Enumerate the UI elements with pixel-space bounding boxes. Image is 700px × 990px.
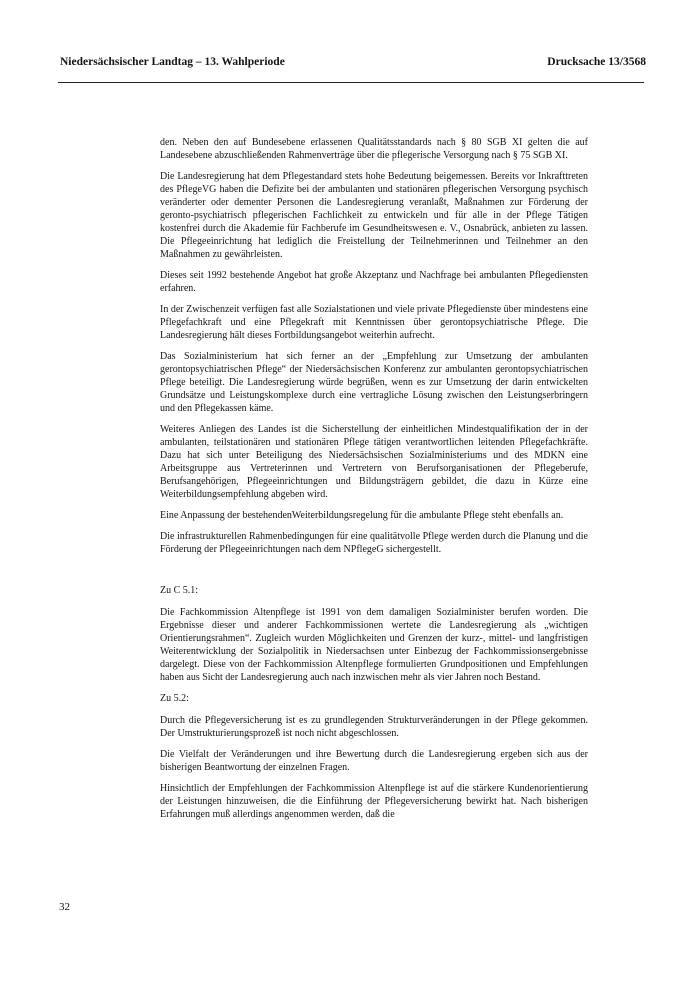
paragraph: Hinsichtlich der Empfehlungen der Fachkommission Altenpflege ist auf die stärkere Kundenorientierung der Leistungen hinzuweisen, die die Einführung der Pflegeversicherung bewirkt hat. Nach bisherigen Erfahrungen muß allerdings angenommen werden, daß die (160, 783, 588, 820)
header-divider (58, 82, 644, 83)
paragraph: Die Landesregierung hat dem Pflegestandard stets hohe Bedeutung beigemessen. Bereits vor Inkrafttreten des PflegeVG haben die Defizite bei der ambulanten und stationären pflegerischen Versorgung psychisch veränderter oder dementer Personen die Landesregierung veranlaßt, Maßnahmen zur Förderung der geronto-psychiatrisch pflegerischen Fachlichkeit zu entwickeln und für alle in der Pflege Tätigen kostenfrei durch die Akademie für Fachberufe im Gesundheitswesen e. V., Osnabrück, anbieten zu lassen. Die Pflegeeinrichtung hat lediglich die Freistellung der Teilnehmerinnen und Teilnehmer an den Maßnahmen zu gewährleisten. (160, 171, 588, 260)
running-header-document-number: Drucksache 13/3568 (547, 56, 646, 68)
page-number: 32 (59, 901, 70, 913)
paragraph: Durch die Pflegeversicherung ist es zu grundlegenden Strukturveränderungen in der Pflege gekommen. Der Umstrukturierungsprozeß ist noch nicht abgeschlossen. (160, 715, 588, 739)
body-text (160, 136, 588, 829)
paragraph: Die infrastrukturellen Rahmenbedingungen für eine qualitätvolle Pflege werden durch die Planung und die Förderung der Pflegeeinrichtungen nach dem NPflegeG sichergestellt. (160, 531, 588, 555)
paragraph: Weiteres Anliegen des Landes ist die Sicherstellung der einheitlichen Mindestqualifikation der in der ambulanten, teilstationären und stationären Pflege tätigen verantwortlichen leitenden Pflegefachkräfte. Dazu hat sich unter Beteiligung des Niedersächsischen Sozialministeriums und des MDKN eine Arbeitsgruppe aus Vertreterinnen und Vertretern von Berufsorganisationen der Pflegeberufe, Berufsangehörigen, Pflegeeinrichtungen und Bildungsträgern gebildet, die dazu in Kürze eine Weiterbildungsempfehlung abgeben wird. (160, 424, 588, 500)
section-heading: Zu C 5.1: (160, 585, 199, 596)
paragraph: den. Neben den auf Bundesebene erlassenen Qualitätsstandards nach § 80 SGB XI gelten die auf Landesebene abzuschließenden Rahmenverträge über die pflegerische Versorgung nach § 75 SGB XI. (160, 137, 588, 161)
paragraph: Die Fachkommission Altenpflege ist 1991 von dem damaligen Sozialminister berufen worden. Die Ergebnisse dieser und anderer Fachkommissionen wertete die Landesregierung als „wichtigen Orientierungsrahmen“. Zugleich wurden Möglichkeiten und Grenzen der kurz-, mittel- und langfristigen Weiterentwicklung der Sozialpolitik in Niedersachsen unter Einbezug der Fachkommissionsergebnisse dargelegt. Diese von der Fachkommission Altenpflege formulierten Grundpositionen und Empfehlungen haben aus Sicht der Landesregierung auch nach inzwischen mehr als vier Jahren noch Bestand. (160, 607, 588, 683)
paragraph: Dieses seit 1992 bestehende Angebot hat große Akzeptanz und Nachfrage bei ambulanten Pflegediensten erfahren. (160, 270, 588, 294)
section-heading: Zu 5.2: (160, 693, 189, 704)
paragraph: Die Vielfalt der Veränderungen und ihre Bewertung durch die Landesregierung ergeben sich aus der bisherigen Beantwortung der einzelnen Fragen. (160, 749, 588, 773)
paragraph: Eine Anpassung der bestehendenWeiterbildungsregelung für die ambulante Pflege steht ebenfalls an. (160, 510, 564, 521)
running-header-title: Niedersächsischer Landtag – 13. Wahlperiode (60, 56, 285, 68)
paragraph: Das Sozialministerium hat sich ferner an der „Empfehlung zur Umsetzung der ambulanten gerontopsychiatrischen Pflege“ der Niedersächsischen Konferenz zur ambulanten gerontopsychiatrischen Pflege beteiligt. Die Landesregierung würde begrüßen, wenn es zur Umsetzung der darin entwickelten Grundsätze und Leistungskomplexe durch eine vertragliche Lösung zwischen den Leistungserbringern und den Pflegekassen käme. (160, 351, 588, 414)
paragraph: In der Zwischenzeit verfügen fast alle Sozialstationen und viele private Pflegedienste über mindestens eine Pflegefachkraft und eine Pflegekraft mit Kenntnissen über gerontopsychiatrische Pflege. Die Landesregierung hält dieses Fortbildungsangebot weiterhin aufrecht. (160, 304, 588, 341)
